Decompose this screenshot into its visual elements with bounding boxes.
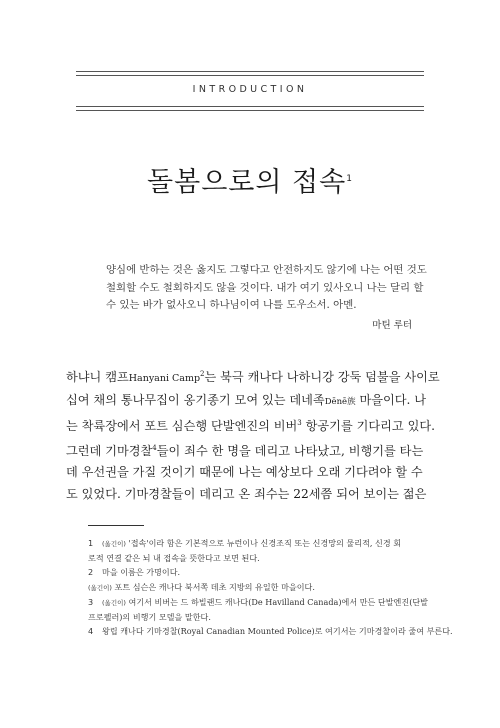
footnote-number: 1	[88, 538, 94, 548]
body-text-segment: 십여 채의 통나무집이 옹기종기 모여 있는 데네족	[66, 392, 325, 407]
footnote-continuation: 프로펠러)의 비행기 모델을 말한다.	[88, 612, 211, 623]
footnote-ref: 2	[200, 370, 205, 378]
footnote-text: 포트 심슨은 캐나다 북서쪽 데초 지방의 유일한 마을이다.	[114, 581, 315, 592]
footnote-text: 왕립 캐나다 기마경찰(Royal Canadian Mounted Police)로 여기서는 기마경찰이라 줄여 부른다.	[102, 626, 453, 637]
chapter-title-note: 1	[346, 174, 353, 184]
footnote-tag: (옮긴이)	[88, 583, 112, 592]
footnote-item	[88, 595, 432, 610]
body-text-segment: 들이 죄수 한 명을 데리고 나타났고, 비행기를 타는	[156, 443, 424, 458]
footnote-ref: 3	[297, 419, 302, 428]
section-header: INTRODUCTION	[192, 84, 308, 95]
body-text-segment: 그런데 기마경찰	[66, 443, 153, 458]
footnote-ref: 4	[152, 443, 157, 452]
footnote-number: 4	[88, 626, 94, 637]
footnote-tag: (옮긴이)	[102, 598, 126, 607]
header-rule-top-1	[76, 71, 424, 72]
body-line	[66, 390, 432, 414]
epigraph-line: 양심에 반하는 것은 옳지도 그렇다고 안전하지도 않기에 나는 어떤 것도	[106, 264, 427, 276]
body-line: 도 있었다. 기마경찰들이 데리고 온 죄수는 22세쯤 되어 보이는 젊은	[66, 486, 427, 501]
body-text-segment: 항공기를 기다리고 있다.	[301, 419, 435, 434]
footnote-text: '접속'이라 함은 기본적으로 뉴런이나 신경조직 또는 신경망의 물리적, 신경 회	[128, 538, 402, 548]
footnote-item	[88, 565, 432, 579]
footnote-item	[88, 580, 432, 595]
header-rule-top-2	[76, 75, 424, 76]
footnote-item	[88, 536, 432, 551]
header-rule-bottom-1	[76, 106, 424, 107]
body-line	[66, 438, 432, 463]
footnote-item	[88, 624, 453, 638]
epigraph-line: 철회할 수도 철회하지도 않을 것이다. 내가 여기 있사오니 나는 달리 할	[106, 281, 424, 294]
epigraph-author: 마틴 루터	[372, 320, 412, 331]
footnote-text: 마을 이름은 가명이다.	[102, 567, 181, 578]
body-paragraph	[66, 364, 440, 505]
body-line	[66, 413, 435, 438]
body-text-segment: 하냐니 캠프	[66, 370, 129, 385]
footnote-continuation: 로적 연결 같은 뇌 내 접속을 뜻한다고 보면 된다.	[88, 553, 260, 564]
footnote-number: 2	[88, 567, 94, 578]
body-text-segment: 는 북극 캐나다 나하니강 강둑 덤불을 사이로	[204, 370, 440, 385]
body-text-segment: Dēnē族	[324, 396, 356, 407]
footnote-divider	[88, 525, 144, 526]
footnote-text: 여기서 비버는 드 하빌랜드 캐나다(De Havilland Canada)에서 만든 단발엔진(단발	[128, 596, 428, 607]
body-line	[66, 364, 440, 390]
chapter-title-text: 돌봄으로의 접속	[147, 167, 347, 198]
header-rule-bottom-2	[76, 110, 424, 111]
footnote-number: 3	[88, 596, 94, 607]
chapter-title	[0, 160, 500, 199]
footnote-tag: (옮긴이)	[102, 540, 126, 548]
body-line: 데 우선권을 가질 것이기 때문에 나는 예상보다 오래 기다려야 할 수	[66, 465, 423, 480]
epigraph	[106, 262, 427, 315]
body-text-segment: 마을이다. 나	[355, 392, 427, 407]
body-text-segment: 는 착륙장에서 포트 심슨행 단발엔진의 비버	[66, 419, 298, 434]
footnotes	[88, 536, 453, 638]
body-text-segment: Hanyani Camp	[128, 373, 201, 385]
epigraph-line: 수 있는 바가 없사오니 하나님이여 나를 도우소서. 아멘.	[106, 299, 357, 311]
